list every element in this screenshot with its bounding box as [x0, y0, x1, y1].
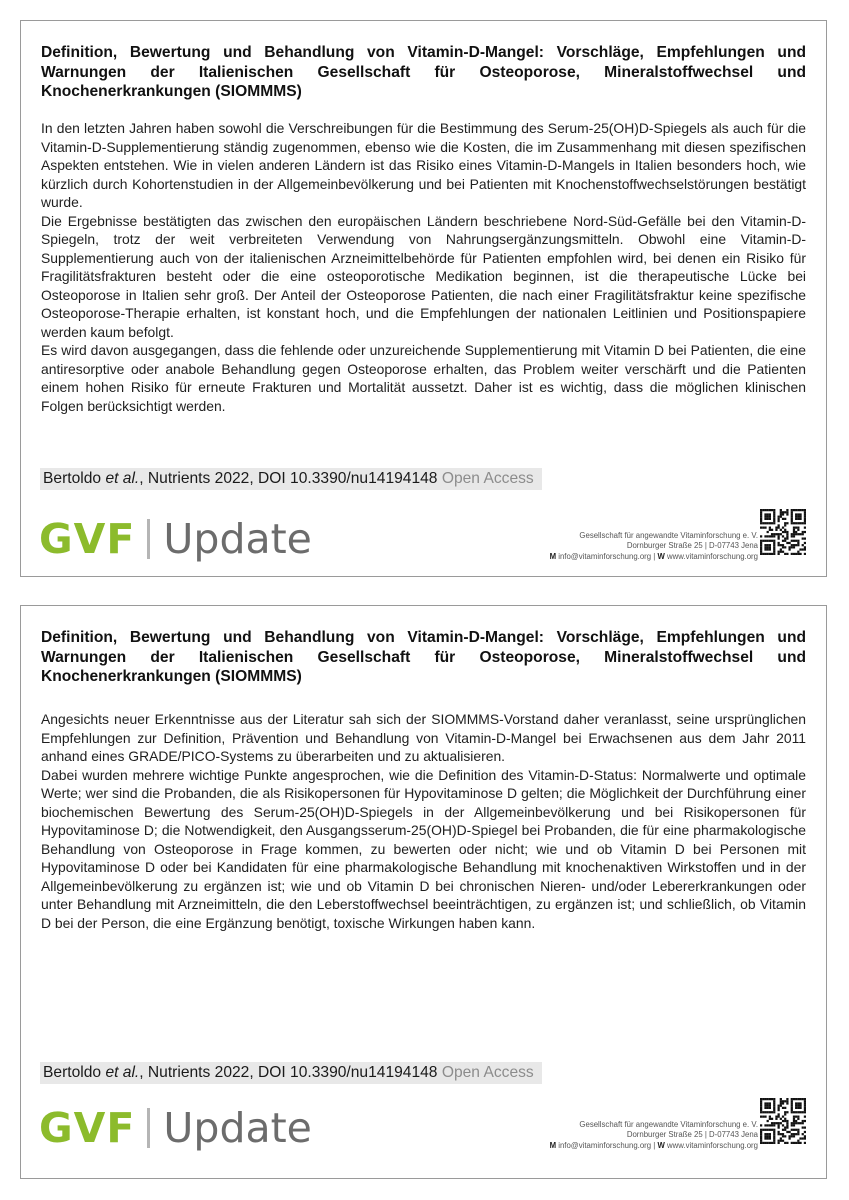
- body-paragraph: Dabei wurden mehrere wichtige Punkte angesprochen, wie die Definition des Vitamin-D-Status: Normalwerte und optimale Werte; wer sind die Probanden, die als Risikopersonen für Hypovitaminose D gelten; die Möglichkeit der Durchführung einer biochemischen Bewertung des Serum-25(OH)D-Spiegels in der Allgemeinbevölkerung und bei Risikopersonen für Hypovitaminose D; die Notwendigkeit, den Ausgangsserum-25(OH)D-Spiegel bei Probanden, die für eine pharmakologische Behandlung von Osteoporose in Frage kommen, zu bewerten oder nicht; wie und ob Vitamin D bei Personen mit Hypovitaminose D oder bei Kandidaten für eine pharmakologische Behandlung mit knochenaktiven Wirkstoffen und in der Allgemeinbevölkerung zu ergänzen ist; wie und ob Vitamin D bei chronischen Nieren- und/oder Lebererkrankungen oder unter Behandlung mit Arzneimitteln, die den Leberstoffwechsel beeinträchtigen, zu ergänzen ist; und schließlich, ob Vitamin D bei der Person, die eine Ergänzung benötigt, toxische Wirkungen haben kann.: [41, 766, 806, 931]
- logo-divider: [147, 1108, 150, 1148]
- mail-address[interactable]: info@vitaminforschung.org: [558, 551, 652, 561]
- open-access-label: Open Access: [441, 470, 534, 487]
- card-title: Definition, Bewertung und Behandlung von Vitamin-D-Mangel: Vorschläge, Empfehlungen und Warnungen der Italienischen Gesellschaft für Osteoporose, Mineralstoffwechsel und Knochenerkrankungen (SIOMMMS): [41, 629, 806, 685]
- info-card-2: [20, 605, 827, 1179]
- body-paragraph: Die Ergebnisse bestätigten das zwischen den europäischen Ländern beschriebene Nord-Süd-Gefälle bei den Vitamin-D-Spiegeln, trotz der weit verbreiteten Verwendung von Nahrungsergänzungsmitteln. Obwohl eine Vitamin-D-Supplementierung auch von der italienischen Arzneimittelbehörde für Patienten empfohlen wird, bei denen ein Risiko für Fragilitätsfrakturen besteht oder die eine osteoporotische Medikation beginnen, ist die therapeutische Lücke bei Osteoporose in Italien sehr groß. Der Anteil der Osteoporose Patienten, die nach einer Fragilitätsfraktur keine spezifische Osteoporose-Therapie erhalten, ist konstant hoch, und die Empfehlungen der nationalen Leitlinien und Positionspapiere werden kaum befolgt.: [41, 212, 806, 340]
- org-address: Gesellschaft für angewandte Vitaminforschung e. V. Dornburger Straße 25 | D-07743 Jena M info@vitaminforschung.org | W www.vitaminforschung.org: [549, 531, 758, 561]
- body-paragraph: Angesichts neuer Erkenntnisse aus der Literatur sah sich der SIOMMMS-Vorstand daher veranlasst, seine ursprünglichen Empfehlungen zur Definition, Prävention und Behandlung von Vitamin-D-Mangel bei Erwachsenen aus dem Jahr 2011 anhand eines GRADE/PICO-Systems zu überarbeiten und zu aktualisieren.: [41, 711, 806, 764]
- citation-bar: [40, 468, 542, 490]
- body-paragraph: In den letzten Jahren haben sowohl die Verschreibungen für die Bestimmung des Serum-25(OH)D-Spiegels als auch für die Vitamin-D-Supplementierung ständig zugenommen, ebenso wie die Kosten, die im Zusammenhang mit diesen spezifischen Aspekten entstehen. Wie in vielen anderen Ländern ist das Risiko eines Vitamin-D-Mangels in Italien besonders hoch, wie kürzlich durch Kohortenstudien in der Allgemeinbevölkerung und bei Patienten mit Knochenstoffwechselstörungen bestätigt wurde.: [41, 120, 806, 210]
- logo-gvf: GVF: [39, 1104, 136, 1152]
- body-paragraph: Es wird davon ausgegangen, dass die fehlende oder unzureichende Supplementierung mit Vitamin D bei Patienten, die eine antiresorptive oder anabole Behandlung gegen Osteoporose erhalten, das Problem weiter verschärft und die Patienten einem hohen Risiko für erneute Frakturen und Mortalität aussetzt. Daher ist es wichtig, dass die möglichen klinischen Folgen berücksichtigt werden.: [41, 342, 806, 414]
- citation-author: Bertoldo: [43, 1064, 102, 1081]
- org-address: Gesellschaft für angewandte Vitaminforschung e. V. Dornburger Straße 25 | D-07743 Jena M info@vitaminforschung.org | W www.vitaminforschung.org: [549, 1120, 758, 1150]
- logo-update: Update: [163, 1104, 312, 1152]
- org-name: Gesellschaft für angewandte Vitaminforschung e. V.: [579, 531, 758, 540]
- citation-etal: et al.: [105, 470, 140, 487]
- card-body: [41, 710, 806, 932]
- mail-label: M: [549, 1140, 557, 1150]
- citation-author: Bertoldo: [43, 470, 102, 487]
- web-address[interactable]: www.vitaminforschung.org: [666, 551, 758, 561]
- card-title: Definition, Bewertung und Behandlung von Vitamin-D-Mangel: Vorschläge, Empfehlungen und Warnungen der Italienischen Gesellschaft für Osteoporose, Mineralstoffwechsel und Knochenerkrankungen (SIOMMMS): [41, 44, 806, 100]
- info-card-1: [20, 20, 827, 577]
- open-access-label: Open Access: [441, 1064, 534, 1081]
- web-label: W: [657, 1140, 665, 1150]
- web-label: W: [657, 551, 665, 561]
- citation-source: , Nutrients 2022, DOI 10.3390/nu14194148: [139, 1064, 438, 1081]
- gvf-update-logo: [39, 1104, 312, 1152]
- qr-code-icon: [760, 1098, 806, 1144]
- logo-gvf: GVF: [39, 515, 136, 563]
- web-address[interactable]: www.vitaminforschung.org: [666, 1140, 758, 1150]
- citation-etal: et al.: [105, 1064, 140, 1081]
- logo-update: Update: [163, 515, 312, 563]
- org-street: Dornburger Straße 25 | D-07743 Jena: [626, 541, 758, 551]
- mail-label: M: [549, 551, 557, 561]
- qr-code-icon: [760, 509, 806, 555]
- citation-source: , Nutrients 2022, DOI 10.3390/nu14194148: [139, 470, 438, 487]
- citation-bar: [40, 1062, 542, 1084]
- org-street: Dornburger Straße 25 | D-07743 Jena: [626, 1130, 758, 1140]
- logo-divider: [147, 519, 150, 559]
- mail-address[interactable]: info@vitaminforschung.org: [558, 1140, 652, 1150]
- gvf-update-logo: [39, 515, 312, 563]
- org-name: Gesellschaft für angewandte Vitaminforschung e. V.: [579, 1120, 758, 1129]
- card-body: [41, 119, 806, 415]
